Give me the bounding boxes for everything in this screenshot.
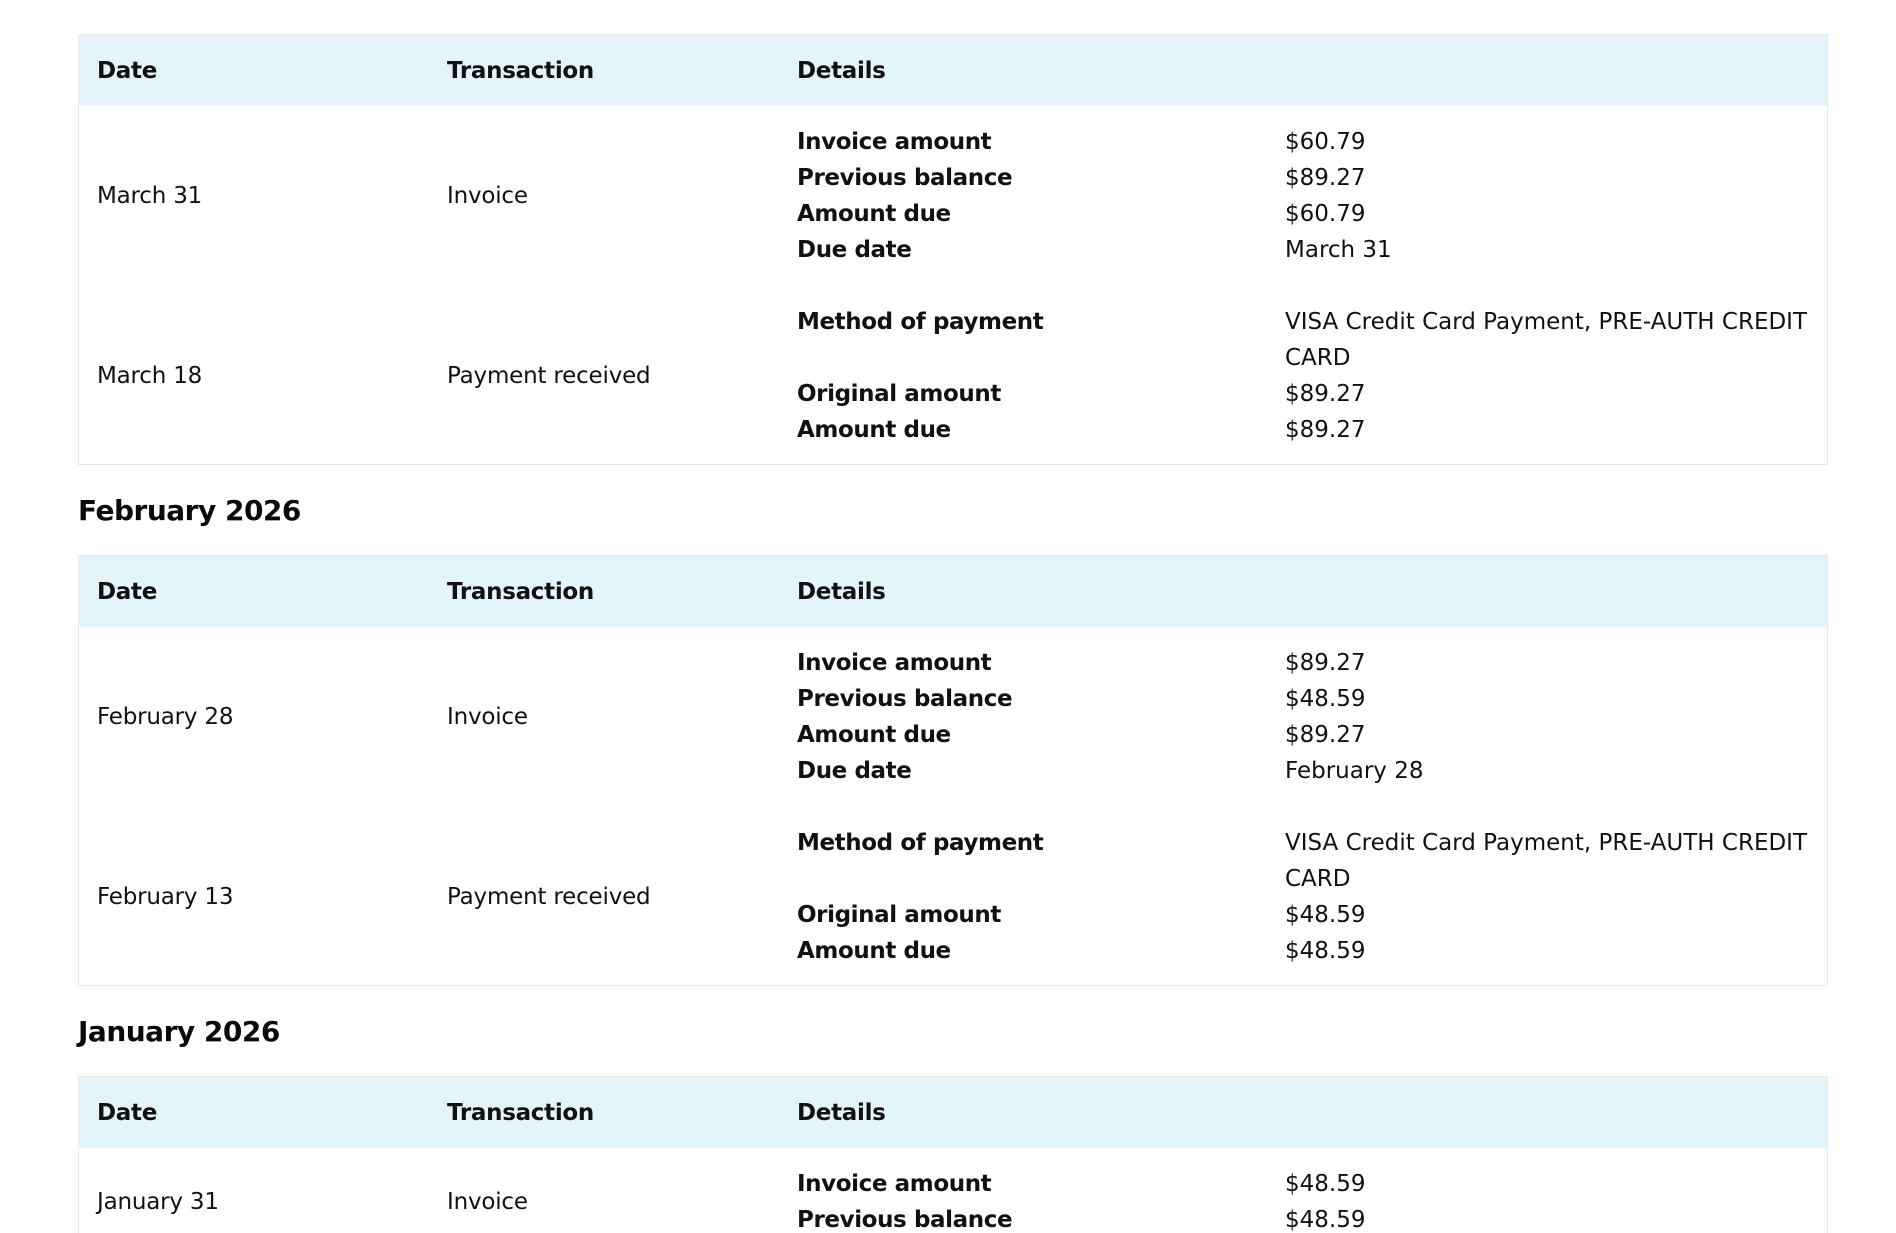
table-row [79,304,1827,448]
detail-label: Previous balance [797,165,1013,191]
column-header-date: Date [97,578,158,605]
detail-labels [779,304,1285,448]
detail-label: Original amount [797,381,1001,407]
transactions-table [78,1076,1828,1233]
table-body [79,627,1827,985]
detail-label: Invoice amount [797,1171,992,1197]
column-header-date: Date [97,57,158,84]
detail-value: $89.27 [1285,417,1366,443]
detail-value: $48.59 [1285,686,1366,712]
detail-labels [779,1166,1285,1233]
detail-values [1285,304,1827,448]
detail-label: Amount due [797,722,951,748]
detail-value: March 31 [1285,237,1392,263]
detail-labels [779,645,1285,789]
detail-label: Amount due [797,417,951,443]
detail-value: VISA Credit Card Payment, PRE-AUTH CREDIT CARD [1285,309,1808,371]
transaction-date: January 31 [97,1189,219,1215]
transaction-type: Invoice [447,1189,528,1215]
table-header [79,556,1827,627]
transaction-date: March 18 [97,363,203,389]
transaction-date: February 13 [97,884,234,910]
detail-value: $60.79 [1285,201,1366,227]
table-body [79,106,1827,464]
detail-value: $60.79 [1285,129,1366,155]
month-heading: February 2026 [78,493,301,527]
detail-value: $89.27 [1285,381,1366,407]
table-row [79,825,1827,969]
table-row [79,1166,1827,1233]
column-header-transaction: Transaction [447,57,594,84]
column-header-details: Details [797,57,886,84]
detail-value: $48.59 [1285,1171,1366,1197]
column-header-details: Details [797,1099,886,1126]
detail-values [1285,124,1827,268]
detail-value: $48.59 [1285,938,1366,964]
billing-history [78,34,1828,1233]
table-header [79,35,1827,106]
detail-label: Invoice amount [797,129,992,155]
detail-value: $89.27 [1285,165,1366,191]
detail-values [1285,825,1827,969]
table-body [79,1148,1827,1233]
detail-label: Amount due [797,201,951,227]
detail-values [1285,1166,1827,1233]
detail-value: $89.27 [1285,650,1366,676]
transaction-date: March 31 [97,183,203,209]
column-header-date: Date [97,1099,158,1126]
detail-label: Due date [797,237,912,263]
detail-label: Amount due [797,938,951,964]
transaction-type: Invoice [447,704,528,730]
detail-value: VISA Credit Card Payment, PRE-AUTH CREDIT CARD [1285,830,1808,892]
detail-labels [779,825,1285,969]
table-row [79,645,1827,789]
detail-value: $48.59 [1285,1207,1366,1233]
detail-value: $89.27 [1285,722,1366,748]
detail-label: Original amount [797,902,1001,928]
transaction-type: Payment received [447,363,651,389]
detail-values [1285,645,1827,789]
detail-labels [779,124,1285,268]
table-row [79,124,1827,268]
transaction-type: Invoice [447,183,528,209]
detail-value: February 28 [1285,758,1424,784]
transactions-table [78,34,1828,465]
detail-label: Invoice amount [797,650,992,676]
detail-label: Method of payment [797,309,1044,335]
detail-label: Previous balance [797,1207,1013,1233]
column-header-details: Details [797,578,886,605]
table-header [79,1077,1827,1148]
transactions-table [78,555,1828,986]
detail-label: Method of payment [797,830,1044,856]
detail-label: Previous balance [797,686,1013,712]
detail-label: Due date [797,758,912,784]
column-header-transaction: Transaction [447,578,594,605]
transaction-type: Payment received [447,884,651,910]
detail-value: $48.59 [1285,902,1366,928]
month-heading: January 2026 [78,1014,280,1048]
column-header-transaction: Transaction [447,1099,594,1126]
transaction-date: February 28 [97,704,234,730]
